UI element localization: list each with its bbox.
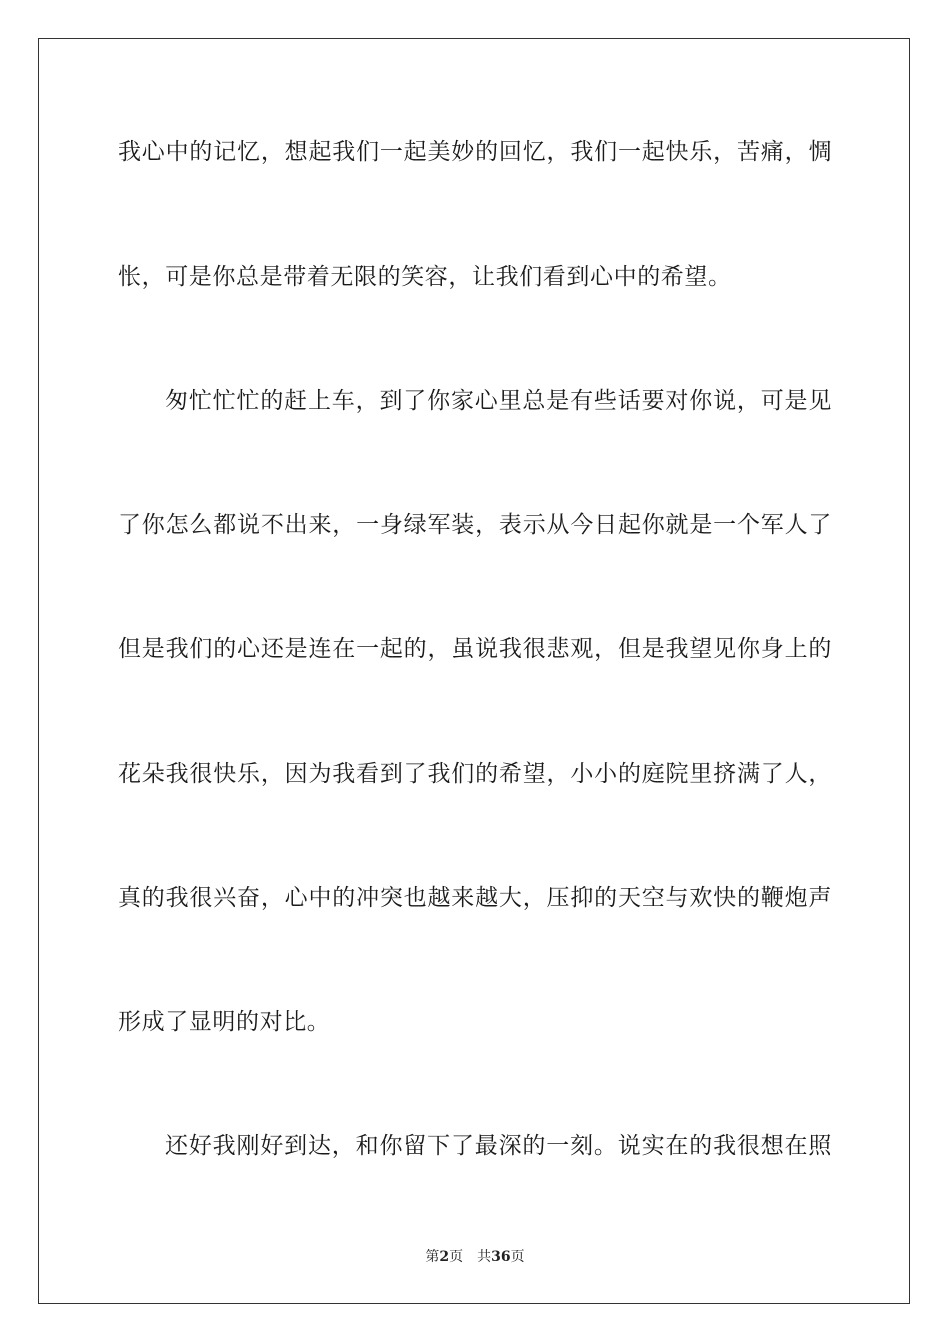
paragraph-first-line: 还好我刚好到达，和你留下了最深的一刻。说实在的我很想在照 <box>165 1133 832 1159</box>
paragraph-first-line: 匆忙忙忙的赶上车，到了你家心里总是有些话要对你说，可是见 <box>165 388 832 414</box>
total-prefix: 共 <box>477 1249 492 1265</box>
page-border <box>38 38 910 1304</box>
page-suffix: 页 <box>449 1249 464 1265</box>
total-pages: 36 <box>491 1249 511 1265</box>
text-line: 花朵我很快乐，因为我看到了我们的希望，小小的庭院里挤满了人， <box>118 761 832 787</box>
text-line: 但是我们的心还是连在一起的，虽说我很悲观，但是我望见你身上的 <box>118 636 832 662</box>
text-line: 我心中的记忆，想起我们一起美妙的回忆，我们一起快乐，苦痛，惆 <box>118 139 832 165</box>
page-footer <box>0 1248 950 1266</box>
text-line: 怅，可是你总是带着无限的笑容，让我们看到心中的希望。 <box>118 264 732 290</box>
text-line: 真的我很兴奋，心中的冲突也越来越大，压抑的天空与欢快的鞭炮声 <box>118 885 832 911</box>
text-line: 形成了显明的对比。 <box>118 1009 331 1035</box>
current-page-number: 2 <box>439 1249 450 1265</box>
text-line: 了你怎么都说不出来，一身绿军装，表示从今日起你就是一个军人了 <box>118 512 832 538</box>
total-suffix: 页 <box>510 1249 525 1265</box>
page-prefix: 第 <box>425 1249 440 1265</box>
